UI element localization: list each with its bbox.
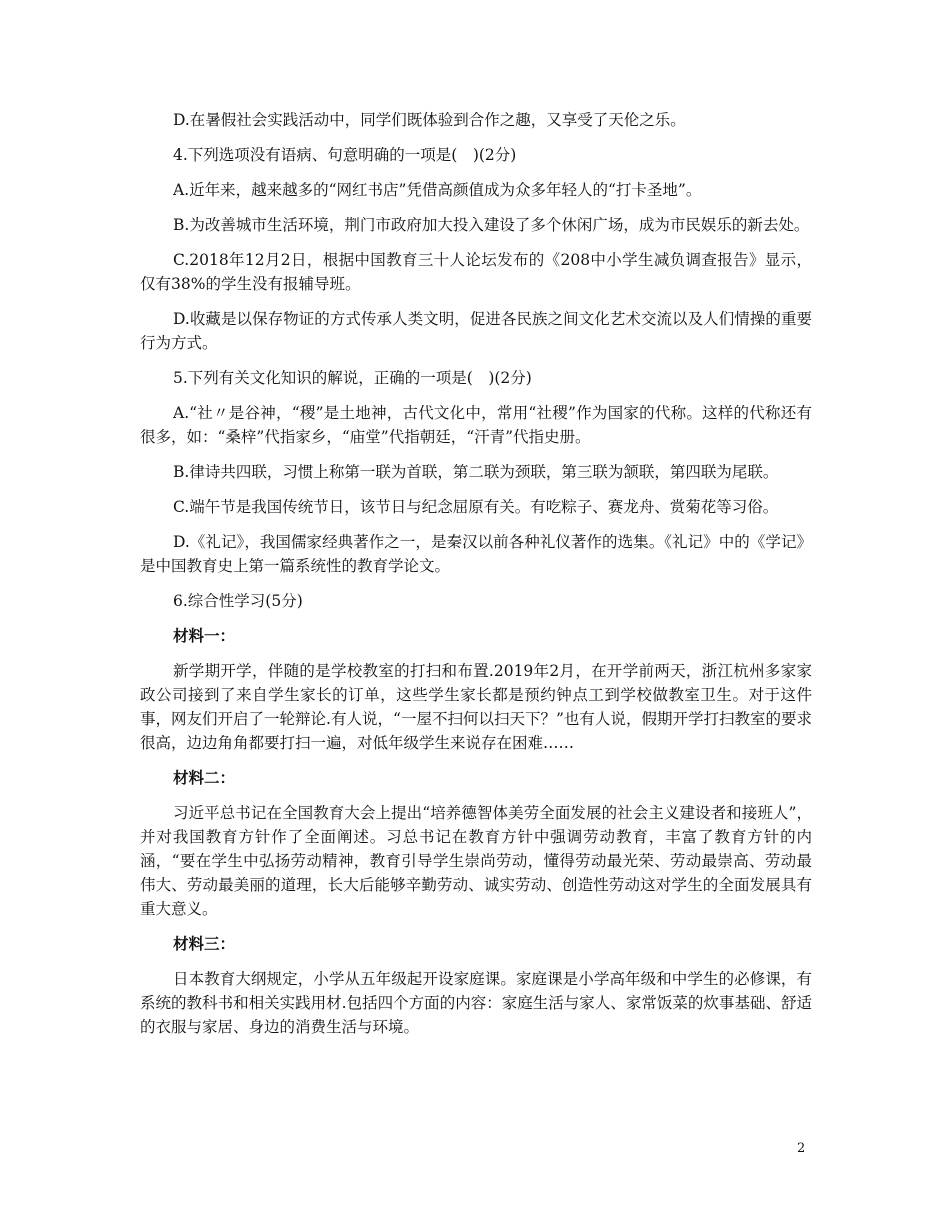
option-b-q5: B.律诗共四联，习惯上称第一联为首联，第二联为颈联，第三联为颔联，第四联为尾联。 bbox=[173, 463, 779, 481]
material-1-text: 新学期开学，伴随的是学校教室的打扫和布置.2019年2月，在开学前两天，浙江杭州多家家政公司接到了来自学生家长的订单，这些学生家长都是预约钟点工到学校做教室卫生。对于这件事，网友们开启了一轮辩论.有人说，“一屋不扫何以扫天下？”也有人说，假期开学打扫教室的要求很高，边边角角都要打扫一遍，对低年级学生来说存在困难…… bbox=[140, 662, 812, 752]
material-2-text: 习近平总书记在全国教育大会上提出“培养德智体美劳全面发展的社会主义建设者和接班人”，并对我国教育方针作了全面阐述。习总书记在教育方针中强调劳动教育，丰富了教育方针的内涵，“要在学生中弘扬劳动精神，教育引导学生崇尚劳动，懂得劳动最光荣、劳动最崇高、劳动最伟大、劳动最美丽的道理，长大后能够辛勤劳动、诚实劳动、创造性劳动这对学生的全面发展具有重大意义。 bbox=[140, 804, 812, 918]
option-d-q3: D.在暑假社会实践活动中，同学们既体验到合作之趣，又享受了天伦之乐。 bbox=[173, 111, 686, 129]
option-d-q5: D.《礼记》，我国儒家经典著作之一，是秦汉以前各种礼仪著作的选集。《礼记》中的《学记》是中国教育史上第一篇系统性的教育学论文。 bbox=[140, 533, 812, 575]
question-6: 6.综合性学习(5分) bbox=[173, 592, 303, 610]
option-c-q5: C.端午节是我国传统节日，该节日与纪念屈原有关。有吃粽子、赛龙舟、赏菊花等习俗。 bbox=[173, 498, 779, 516]
material-3-heading: 材料三： bbox=[173, 935, 236, 953]
page-number: 2 bbox=[797, 1141, 806, 1156]
material-1-heading: 材料一： bbox=[173, 627, 236, 645]
question-5: 5.下列有关文化知识的解说，正确的一项是( )(2分) bbox=[173, 369, 532, 387]
material-3-text: 日本教育大纲规定，小学从五年级起开设家庭课。家庭课是小学高年级和中学生的必修课，有系统的教科书和相关实践用材.包括四个方面的内容：家庭生活与家人、家常饭菜的炊事基础、舒适的衣服与家居、身边的消费生活与环境。 bbox=[140, 970, 812, 1036]
option-a-q5: A.“社〃是谷神，“稷”是土地神，古代文化中，常用“社稷”作为国家的代称。这样的代称还有很多，如：“桑梓”代指家乡，“庙堂”代指朝廷，“汗青”代指史册。 bbox=[140, 404, 812, 446]
option-b-q4: B.为改善城市生活环境，荆门市政府加大投入建设了多个休闲广场，成为市民娱乐的新去处。 bbox=[173, 216, 810, 234]
question-4: 4.下列选项没有语病、句意明确的一项是( )(2分) bbox=[173, 146, 517, 164]
option-c-q4: C.2018年12月2日，根据中国教育三十人论坛发布的《208中小学生减负调查报告》显示，仅有38%的学生没有报辅导班。 bbox=[140, 251, 812, 293]
option-d-q4: D.收藏是以保存物证的方式传承人类文明，促进各民族之间文化艺术交流以及人们情操的重要行为方式。 bbox=[140, 310, 812, 352]
material-2-heading: 材料二： bbox=[173, 769, 236, 787]
option-a-q4: A.近年来，越来越多的“网红书店”凭借高颜值成为众多年轻人的“打卡圣地”。 bbox=[173, 181, 702, 199]
document-body bbox=[140, 108, 812, 1050]
